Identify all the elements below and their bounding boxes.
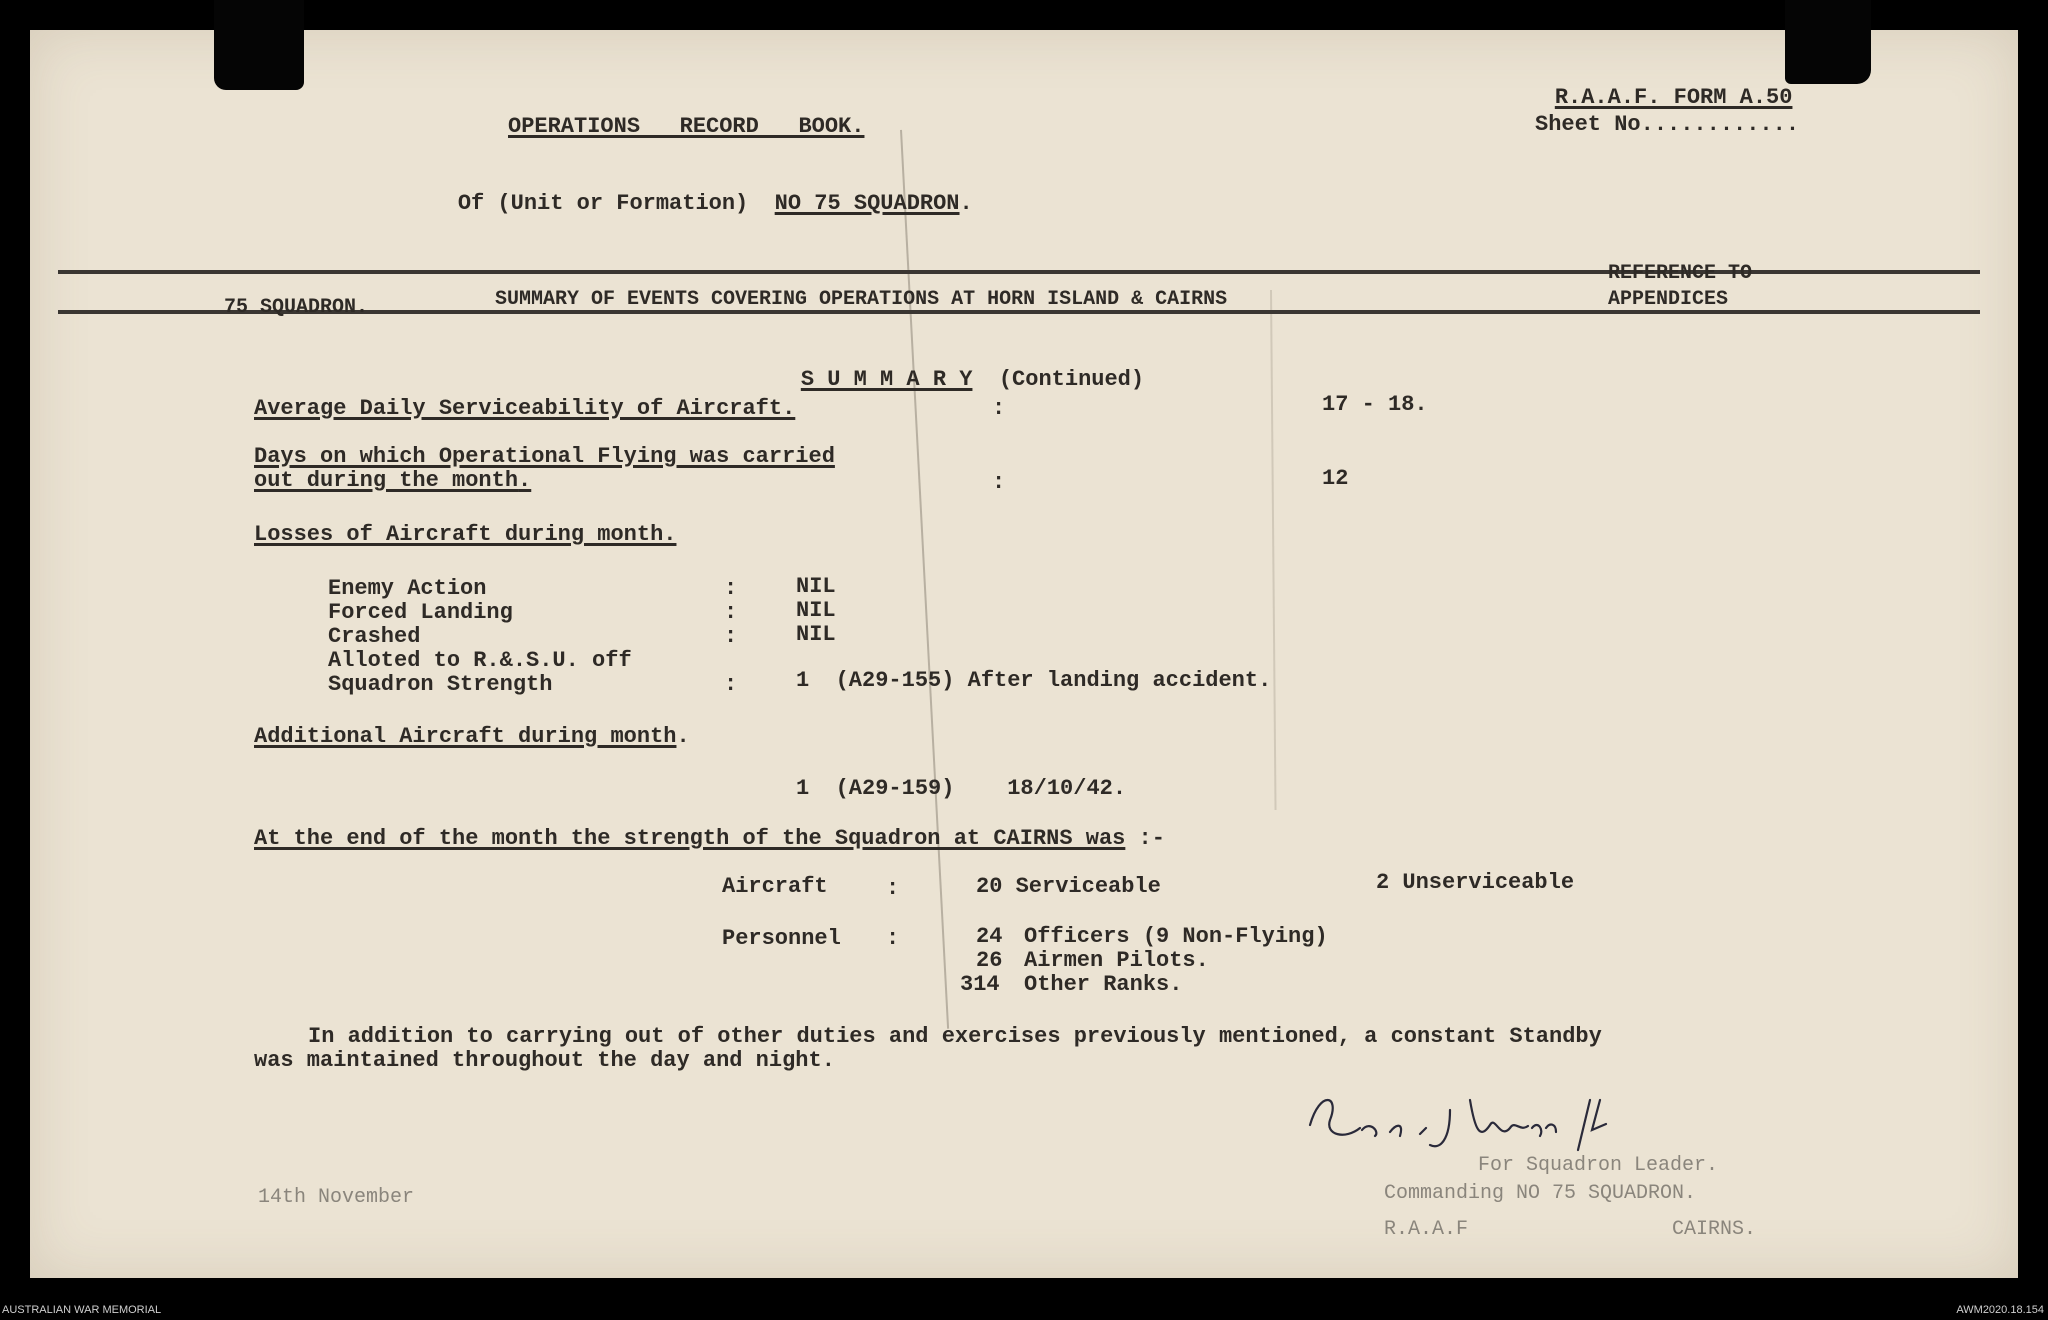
tape-right	[1785, 0, 1871, 84]
loss-label: Squadron Strength	[328, 672, 553, 697]
personnel-desc: Officers (9 Non-Flying)	[1024, 924, 1328, 949]
colon: :	[724, 576, 738, 601]
days-label-1: Days on which Operational Flying was carried	[254, 444, 835, 469]
commanding-line: Commanding NO 75 SQUADRON.	[1384, 1182, 1697, 1205]
serviceability-label: Average Daily Serviceability of Aircraft.	[254, 396, 796, 421]
report-date: 14th November	[258, 1186, 415, 1209]
aircraft-label: Aircraft	[722, 874, 828, 899]
additional-entry: 1 (A29-159) 18/10/42.	[796, 776, 1127, 801]
loss-value: 1 (A29-155) After landing accident.	[796, 668, 1272, 693]
colon: :	[886, 926, 900, 951]
colon: :	[992, 396, 1006, 421]
handwritten-signature	[1300, 1070, 1660, 1160]
loss-value: NIL	[796, 574, 836, 599]
personnel-count: 26	[976, 948, 1003, 973]
days-label-2: out during the month.	[254, 468, 532, 493]
serviceability-value: 17 - 18.	[1322, 392, 1428, 417]
reference-line1: REFERENCE TO	[1608, 262, 1753, 285]
closing-line-1: In addition to carrying out of other duties and exercises previously mentioned, a constant Standby	[308, 1024, 1602, 1049]
personnel-count: 314	[960, 972, 1000, 997]
days-value: 12	[1322, 466, 1349, 491]
additional-heading: Additional Aircraft during month.	[254, 724, 690, 749]
crease-line	[1270, 290, 1277, 810]
reference-line2: APPENDICES	[1608, 288, 1729, 311]
personnel-desc: Airmen Pilots.	[1024, 948, 1209, 973]
loss-label: Forced Landing	[328, 600, 513, 625]
crease-line	[900, 130, 949, 1029]
colon: :	[724, 672, 738, 697]
losses-heading: Losses of Aircraft during month.	[254, 522, 677, 547]
loss-label: Alloted to R.&.S.U. off	[328, 648, 632, 673]
personnel-count: 24	[976, 924, 1003, 949]
loss-label: Crashed	[328, 624, 421, 649]
loss-value: NIL	[796, 598, 836, 623]
footer-right: AWM2020.18.154	[1956, 1304, 2044, 1316]
loss-label: Enemy Action	[328, 576, 487, 601]
strength-heading: At the end of the month the strength of the Squadron at CAIRNS was :-	[254, 826, 1165, 851]
for-squadron-leader: For Squadron Leader.	[1478, 1154, 1719, 1177]
personnel-desc: Other Ranks.	[1024, 972, 1183, 997]
loss-value: NIL	[796, 622, 836, 647]
squadron-label: 75 SQUADRON.	[224, 296, 369, 319]
footer-left: AUSTRALIAN WAR MEMORIAL	[2, 1304, 162, 1316]
personnel-label: Personnel	[722, 926, 841, 951]
colon: :	[724, 600, 738, 625]
document-page	[30, 30, 2018, 1278]
form-code: R.A.A.F. FORM A.50	[1554, 85, 1793, 110]
aircraft-serviceable: 20 Serviceable	[976, 874, 1161, 899]
unit-line: Of (Unit or Formation) NO 75 SQUADRON.	[457, 191, 973, 216]
page-title: OPERATIONS RECORD BOOK.	[508, 114, 865, 139]
colon: :	[724, 624, 738, 649]
summary-title: SUMMARY OF EVENTS COVERING OPERATIONS AT HORN ISLAND & CAIRNS	[495, 288, 1228, 311]
colon: :	[886, 876, 900, 901]
colon: :	[992, 470, 1006, 495]
sheet-number: Sheet No............	[1535, 112, 1800, 137]
aircraft-unserviceable: 2 Unserviceable	[1376, 870, 1575, 895]
raaf-label: R.A.A.F	[1384, 1218, 1469, 1241]
closing-line-2: was maintained throughout the day and night.	[254, 1048, 835, 1073]
tape-left	[214, 0, 304, 90]
location-label: CAIRNS.	[1672, 1218, 1757, 1241]
summary-heading: S U M M A R Y (Continued)	[800, 367, 1145, 392]
